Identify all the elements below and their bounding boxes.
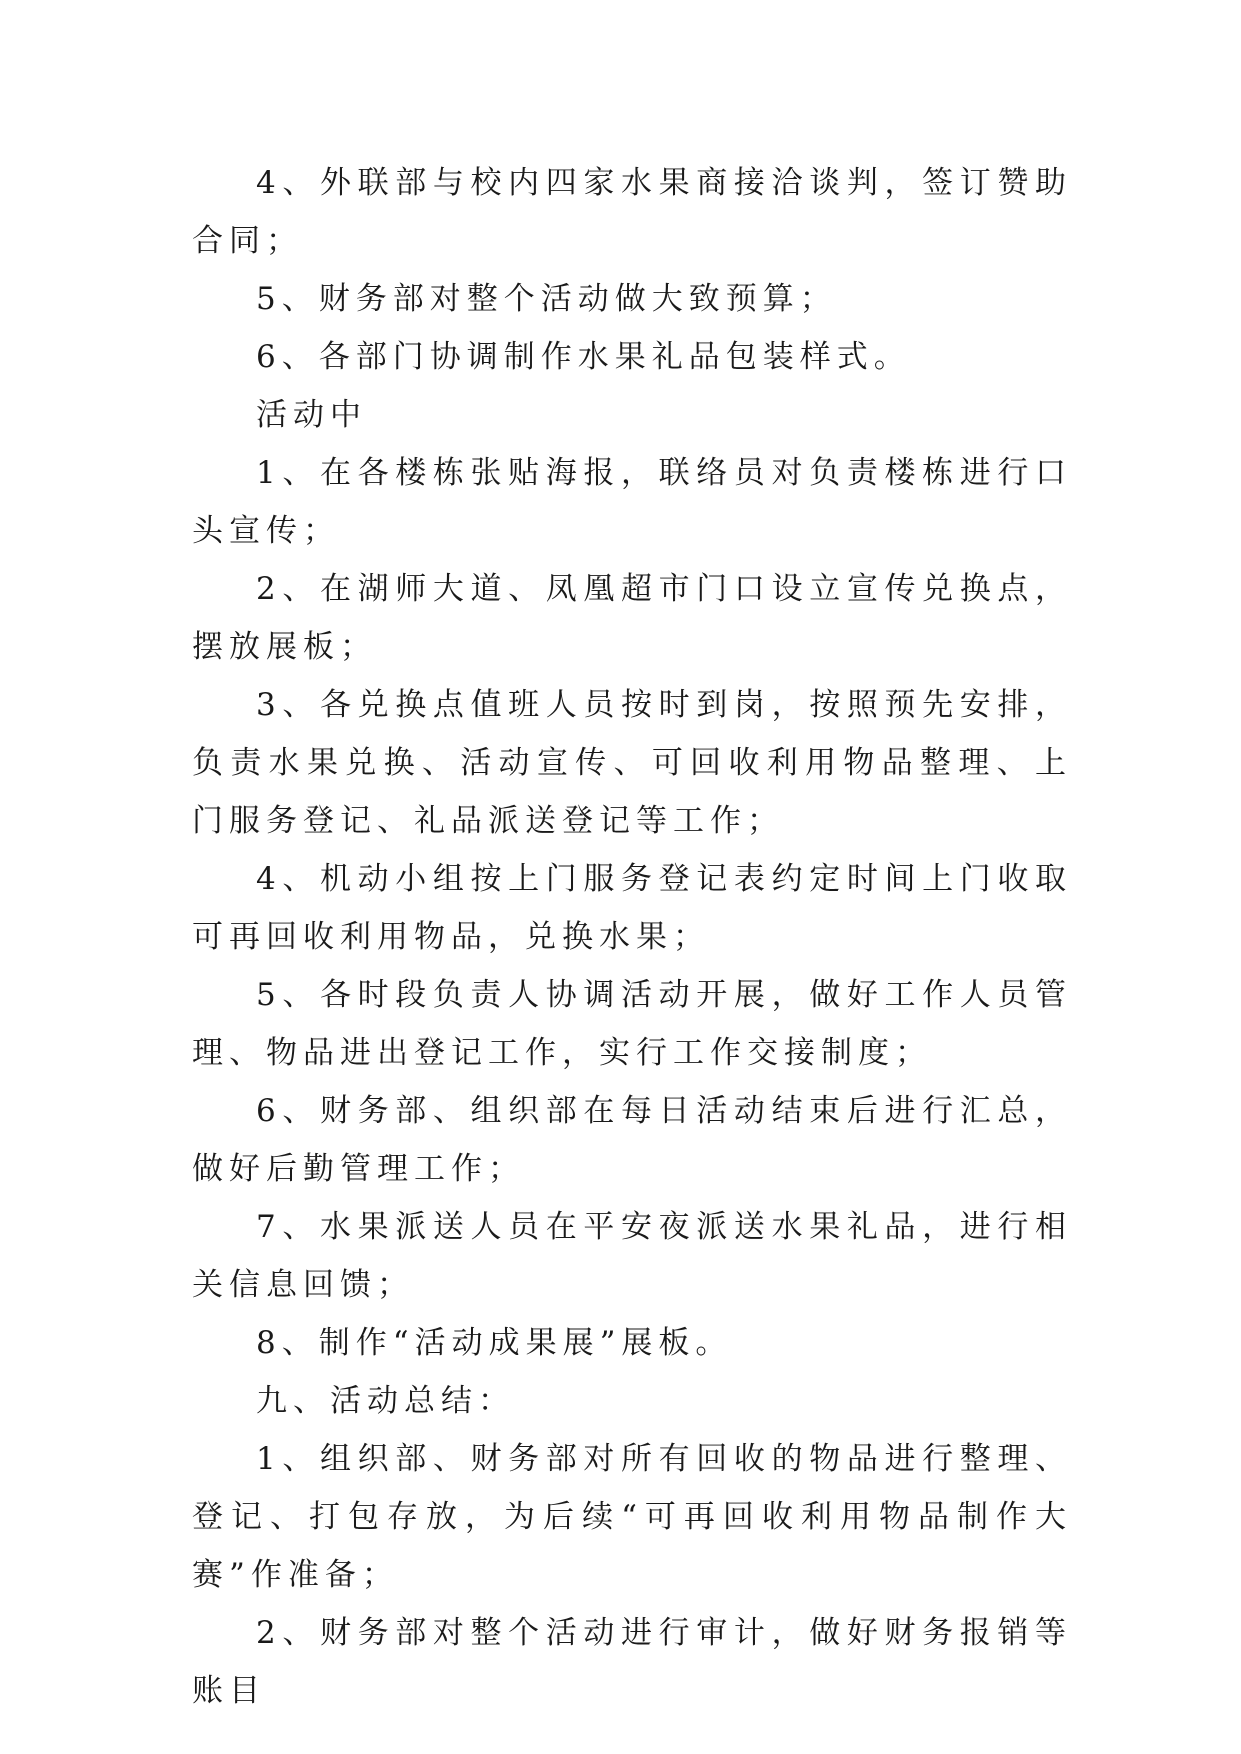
section-heading-summary: 九、活动总结： [256, 1383, 515, 1419]
paragraph-exchange-points: 2、在湖师大道、凤凰超市门口设立宣传兑换点，摆放展板； [192, 571, 1072, 665]
paragraph-packaging: 6、各部门协调制作水果礼品包装样式。 [256, 339, 911, 375]
section-heading-during-activity: 活动中 [256, 397, 367, 433]
paragraph-exhibition-board: 8、制作“活动成果展”展板。 [256, 1325, 733, 1361]
paragraph-summary-daily: 6、财务部、组织部在每日活动结束后进行汇总，做好后勤管理工作； [192, 1093, 1072, 1187]
paragraph-recycling-storage: 1、组织部、财务部对所有回收的物品进行整理、登记、打包存放，为后续“可再回收利用物品制作大赛”作准备； [192, 1441, 1072, 1593]
paragraph-contract: 4、外联部与校内四家水果商接洽谈判，签订赞助合同； [192, 165, 1072, 259]
paragraph-posters: 1、在各楼栋张贴海报，联络员对负责楼栋进行口头宣传； [192, 455, 1072, 549]
paragraph-budget: 5、财务部对整个活动做大致预算； [256, 281, 837, 317]
paragraph-audit: 2、财务部对整个活动进行审计，做好财务报销等账目 [192, 1615, 1072, 1709]
paragraph-coordination: 5、各时段负责人协调活动开展，做好工作人员管理、物品进出登记工作，实行工作交接制度； [192, 977, 1072, 1071]
paragraph-mobile-team: 4、机动小组按上门服务登记表约定时间上门收取可再回收利用物品，兑换水果； [192, 861, 1072, 955]
paragraph-fruit-delivery: 7、水果派送人员在平安夜派送水果礼品，进行相关信息回馈； [192, 1209, 1072, 1303]
paragraph-staff-duty: 3、各兑换点值班人员按时到岗，按照预先安排，负责水果兑换、活动宣传、可回收利用物品整理、上门服务登记、礼品派送登记等工作； [192, 687, 1072, 839]
document-body [192, 154, 1072, 1720]
